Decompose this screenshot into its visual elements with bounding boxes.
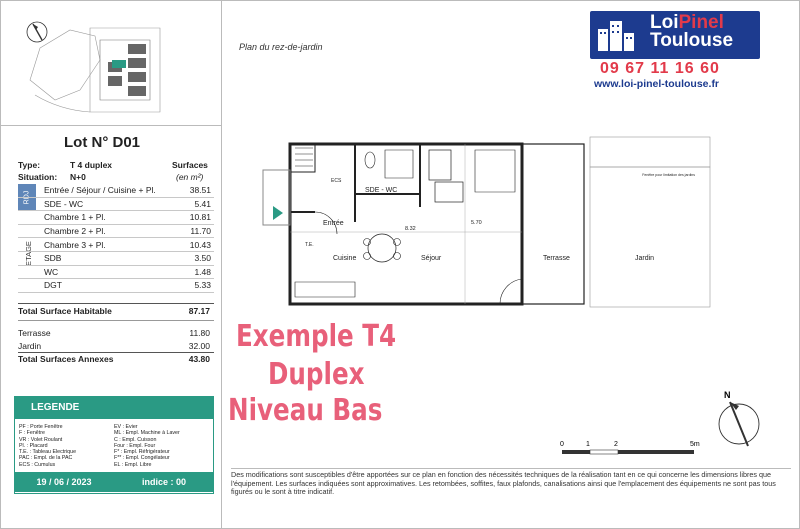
floor-plan <box>255 132 725 312</box>
type-value: T 4 duplex <box>70 160 113 170</box>
compass-label: N <box>724 390 731 400</box>
brand-name-3: Toulouse <box>650 30 734 51</box>
brand-logo <box>590 11 760 59</box>
room-sde: SDE - WC <box>365 187 398 194</box>
divider <box>18 303 214 304</box>
situation-label: Situation: <box>18 172 58 182</box>
unit-label: (en m²) <box>176 172 204 182</box>
buildings-icon <box>596 17 638 53</box>
type-label: Type: <box>18 160 41 170</box>
svg-text:0: 0 <box>560 441 564 448</box>
te-label: T.E. <box>305 242 314 248</box>
overlay-line-3: Niveau Bas <box>228 393 383 428</box>
brand-name-2: Pinel <box>678 12 724 33</box>
table-row: Chambre 1 + Pl. 10.81 <box>18 211 214 225</box>
brand-name-1: Loi <box>650 12 679 33</box>
lot-title: Lot N° D01 <box>64 134 141 151</box>
room-entree: Entrée <box>323 220 344 227</box>
room-cuisine: Cuisine <box>333 255 357 262</box>
table-row: Entrée / Séjour / Cuisine + Pl. 38.51 <box>18 184 214 198</box>
selected-lot-marker <box>112 60 126 68</box>
surfaces-table <box>18 184 214 293</box>
minimap-compass-icon <box>27 22 47 42</box>
legend-title: LEGENDE <box>15 397 213 419</box>
table-row: SDB 3.50 <box>18 252 214 266</box>
svg-text:2: 2 <box>614 441 618 448</box>
table-row: WC 1.48 <box>18 266 214 280</box>
rdj-group-tag: RDJ <box>18 184 36 211</box>
overlay-line-2: Duplex <box>268 357 365 392</box>
etage-group-tag: ETAGE <box>23 240 33 266</box>
date-label: 19 / 06 / 2023 <box>36 477 92 487</box>
dimension-depth: 5.70 <box>471 220 482 226</box>
room-sejour: Séjour <box>421 255 442 262</box>
total-annexes-row: Total Surfaces Annexes 43.80 <box>18 354 210 364</box>
website-link[interactable]: www.loi-pinel-toulouse.fr <box>594 78 720 90</box>
garden-note: Fenêtre pour limitation des jardins <box>642 173 695 177</box>
site-minimap <box>0 0 222 126</box>
svg-text:5m: 5m <box>690 441 700 448</box>
entrance-arrow-icon <box>273 206 283 220</box>
lot-info-panel <box>0 0 222 529</box>
indice-label: indice : 00 <box>141 477 186 487</box>
room-terrasse: Terrasse <box>543 255 570 262</box>
plan-title: Plan du rez-de-jardin <box>239 42 323 52</box>
svg-text:1: 1 <box>586 441 590 448</box>
legend-col-2: EV : Evier ML : Empl. Machine à Laver C : Empl. Cuisson Four : Empl. Four F* : Empl. Réfrigérateur F** : Empl. Congélateur EL : Empl. Libre <box>114 424 180 468</box>
scale-bar <box>560 438 700 458</box>
overlay-line-1: Exemple T4 <box>236 319 397 354</box>
ecs-label: ECS <box>331 178 342 184</box>
dimension-width: 8.32 <box>405 226 416 232</box>
situation-value: N+0 <box>70 172 86 182</box>
compass-icon <box>716 384 762 455</box>
table-row: Chambre 3 + Pl. 10.43 <box>18 238 214 252</box>
phone-number[interactable]: 09 67 11 16 60 <box>600 60 720 77</box>
room-jardin: Jardin <box>635 255 655 262</box>
legend-col-1: PF : Porte Fenêtre F : Fenêtre VR : Volet Roulant Pl. : Placard T.E. : Tableau Electrique PAC : Empl. de la PAC ECS : Cumulus <box>19 424 77 468</box>
disclaimer-text: Des modifications sont susceptibles d'être apportées sur ce plan en fonction des nécessités techniques de la réalisation tant en ce qui concerne les dimensions libres que l'équipement. Les surfaces indiquées sont approximatives. Les retombées, soffites, faux plafonds, canalisations ainsi que l'emplacement des équipements ne sont pas tous figurés ou le sont à titre indicatif. <box>231 468 791 497</box>
divider <box>18 352 214 353</box>
table-row: SDE - WC 5.41 <box>18 198 214 212</box>
surfaces-header: Surfaces <box>172 160 208 170</box>
footer-bar <box>14 472 214 492</box>
table-row: DGT 5.33 <box>18 279 214 293</box>
table-row: Chambre 2 + Pl. 11.70 <box>18 225 214 239</box>
divider <box>18 320 214 321</box>
terrasse-row: Terrasse 11.80 <box>18 328 210 338</box>
total-habitable-row: Total Surface Habitable 87.17 <box>18 306 210 316</box>
jardin-row: Jardin 32.00 <box>18 341 210 351</box>
